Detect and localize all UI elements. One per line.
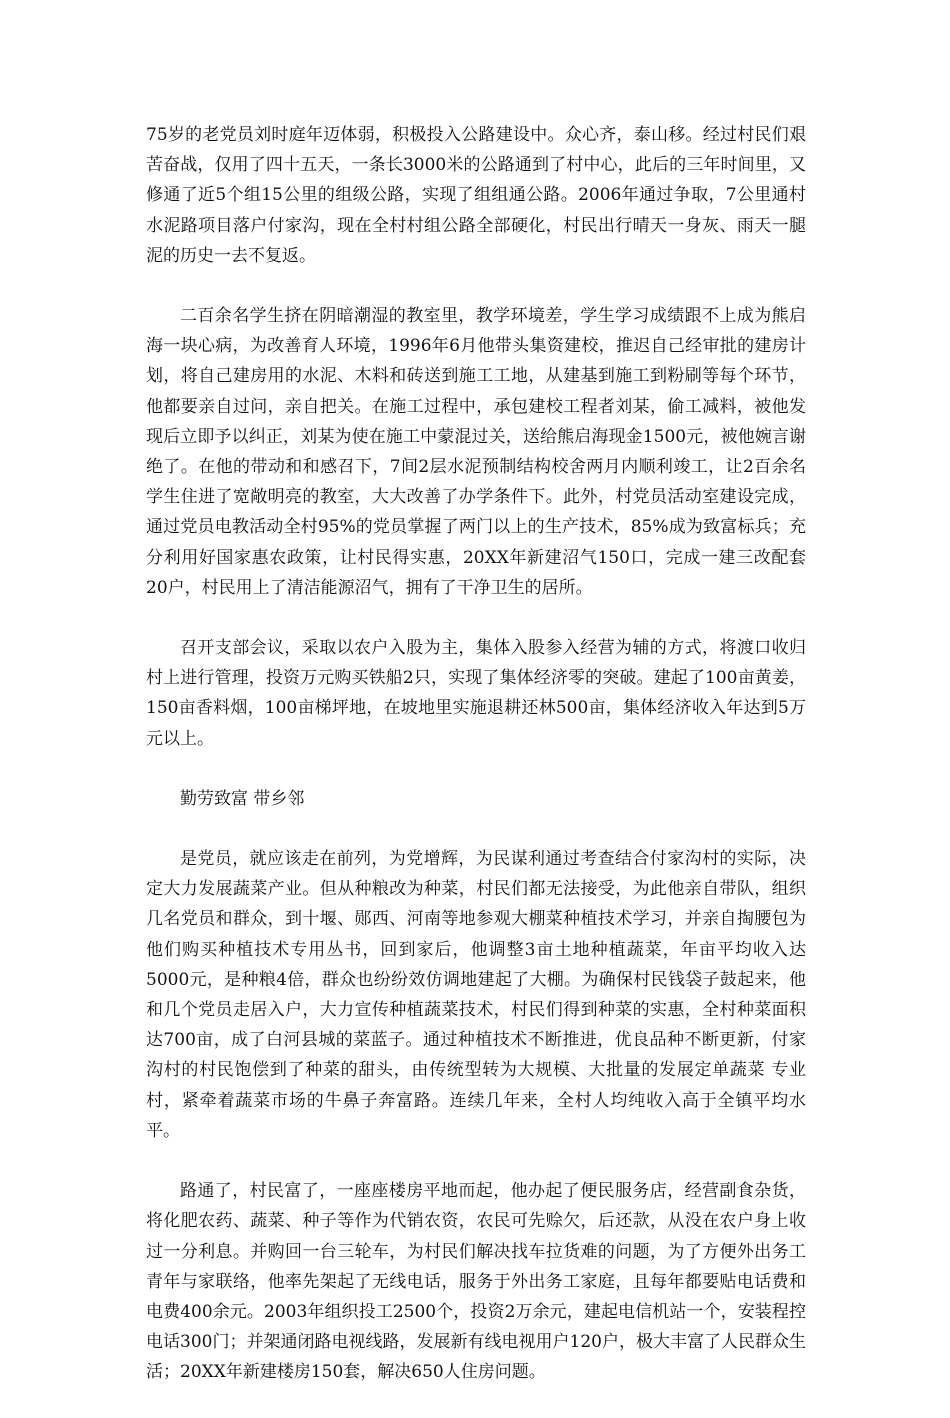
paragraph-road-building: 75岁的老党员刘时庭年迈体弱，积极投入公路建设中。众心齐，泰山移。经过村民们艰苦奋战，仅用了四十五天，一条长3000米的公路通到了村中心，此后的三年时间里，又修通了近5个组15公里的组级公路，实现了组组通公路。2006年通过争取，7公里通村水泥路项目落户付家沟，现在全村村组公路全部硬化，村民出行晴天一身灰、雨天一腿泥的历史一去不复返。: [146, 125, 806, 266]
paragraph-collective-economy: 召开支部会议，采取以农户入股为主，集体入股参入经营为辅的方式，将渡口收归村上进行管理，投资万元购买铁船2只，实现了集体经济零的突破。建起了100亩黄姜，150亩香料烟，100亩梯坪地，在坡地里实施退耕还林500亩，集体经济收入年达到5万元以上。: [146, 638, 806, 749]
section-heading: 勤劳致富 带乡邻: [180, 788, 305, 809]
document-body: [146, 120, 806, 1418]
paragraph-school-building: 二百余名学生挤在阴暗潮湿的教室里，教学环境差，学生学习成绩跟不上成为熊启海一块心病，为改善育人环境，1996年6月他带头集资建校，推迟自己经审批的建房计划，将自己建房用的水泥、木料和砖送到施工工地，从建基到施工到粉刷等每个环节，他都要亲自过问，亲自把关。在施工过程中，承包建校工程者刘某，偷工减料，被他发现后立即予以纠正，刘某为使在施工中蒙混过关，送给熊启海现金1500元，被他婉言谢绝了。在他的带动和和感召下，7间2层水泥预制结构校舍两月内顺利竣工，让2百余名学生住进了宽敞明亮的教室，大大改善了办学条件下。此外，村党员活动室建设完成，通过党员电教活动全村95%的党员掌握了两门以上的生产技术，85%成为致富标兵；充分利用好国家惠农政策，让村民得实惠，20XX年新建沼气150口，完成一建三改配套20户，村民用上了清洁能源沼气，拥有了干净卫生的居所。: [146, 306, 806, 598]
paragraph-service-store: 路通了，村民富了，一座座楼房平地而起，他办起了便民服务店，经营副食杂货，将化肥农药、蔬菜、种子等作为代销农资，农民可先赊欠，后还款，从没在农户身上收过一分利息。并购回一台三轮车，为村民们解决找车拉货难的问题，为了方便外出务工青年与家联络，他率先架起了无线电话，服务于外出务工家庭，且每年都要贴电话费和电费400余元。2003年组织投工2500个，投资2万余元，建起电信机站一个，安装程控电话300门；并架通闭路电视线路，发展新有线电视用户120户，极大丰富了人民群众生活；20XX年新建楼房150套，解决650人住房问题。: [146, 1181, 806, 1383]
paragraph-vegetable-industry: 是党员，就应该走在前列，为党增辉，为民谋利通过考查结合付家沟村的实际，决定大力发展蔬菜产业。但从种粮改为种菜，村民们都无法接受，为此他亲自带队，组织几名党员和群众，到十堰、郧西、河南等地参观大棚菜种植技术学习，并亲自掏腰包为他们购买种植技术专用丛书，回到家后，他调整3亩土地种植蔬菜，年亩平均收入达5000元，是种粮4倍，群众也纷纷效仿调地建起了大棚。为确保村民钱袋子鼓起来，他和几个党员走居入户，大力宣传种植蔬菜技术，村民们得到种菜的实惠，全村种菜面积达700亩，成了白河县城的菜蓝子。通过种植技术不断推进，优良品种不断更新，付家沟村的村民饱偿到了种菜的甜头，由传统型转为大规模、大批量的发展定单蔬菜 专业村，紧牵着蔬菜市场的牛鼻子奔富路。连续几年来，全村人均纯收入高于全镇平均水平。: [146, 849, 806, 1141]
